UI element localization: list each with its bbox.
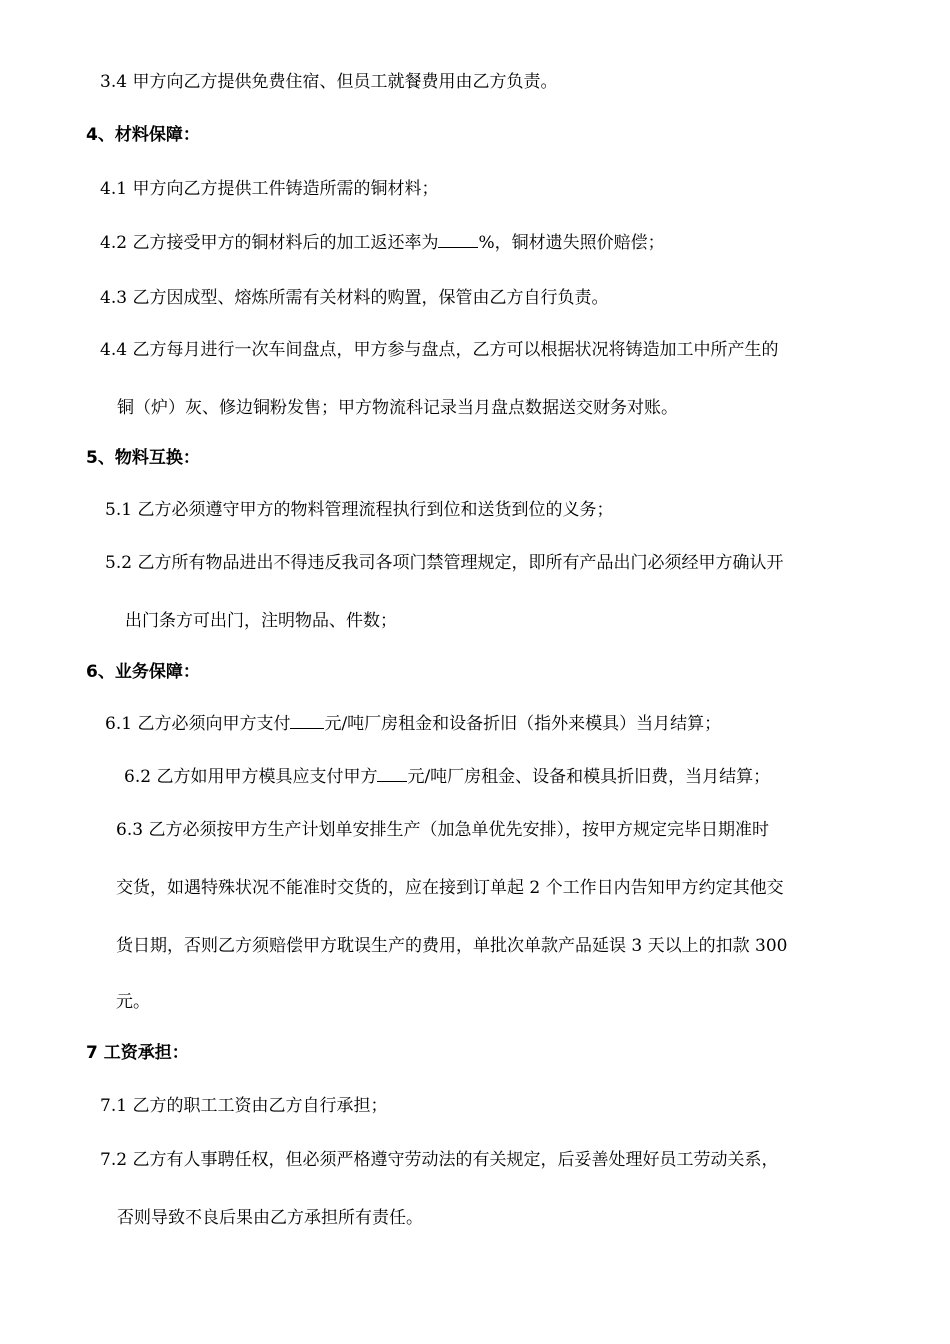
- section-heading-6: 6、业务保障：: [86, 662, 200, 682]
- clause-4-2: [100, 231, 665, 255]
- clause-6-3-line-3: 货日期，否则乙方须赔偿甲方耽误生产的费用，单批次单款产品延误 3 天以上的扣款 300: [116, 936, 788, 956]
- section-heading-5: 5、物料互换：: [86, 448, 200, 468]
- clause-7-1: 7.1 乙方的职工工资由乙方自行承担；: [100, 1096, 388, 1116]
- clause-6-1-text-end: 元/吨厂房租金和设备折旧（指外来模具）当月结算；: [324, 714, 722, 734]
- clause-6-1: [105, 712, 721, 736]
- fill-in-blank: [290, 712, 324, 729]
- fill-in-blank: [438, 231, 478, 248]
- clause-4-4-line-1: 4.4 乙方每月进行一次车间盘点，甲方参与盘点，乙方可以根据状况将铸造加工中所产生的: [100, 340, 779, 360]
- clause-6-3-line-2: 交货，如遇特殊状况不能准时交货的，应在接到订单起 2 个工作日内告知甲方约定其他交: [116, 878, 784, 898]
- clause-6-3-line-1: 6.3 乙方必须按甲方生产计划单安排生产（加急单优先安排），按甲方规定完毕日期准时: [116, 820, 769, 840]
- clause-4-2-text-end: %，铜材遗失照价赔偿；: [478, 233, 665, 253]
- clause-6-3-line-4: 元。: [116, 992, 150, 1012]
- clause-7-2-line-1: 7.2 乙方有人事聘任权，但必须严格遵守劳动法的有关规定，后妥善处理好员工劳动关系，: [100, 1150, 779, 1170]
- clause-5-1: 5.1 乙方必须遵守甲方的物料管理流程执行到位和送货到位的义务；: [105, 500, 614, 520]
- clause-3-4: 3.4 甲方向乙方提供免费住宿、但员工就餐费用由乙方负责。: [100, 72, 558, 92]
- clause-6-2-text-end: 元/吨厂房租金、设备和模具折旧费，当月结算；: [407, 767, 771, 787]
- fill-in-blank: [377, 765, 407, 782]
- clause-6-2-text-start: 6.2 乙方如用甲方模具应支付甲方: [124, 767, 378, 787]
- clause-4-3: 4.3 乙方因成型、熔炼所需有关材料的购置，保管由乙方自行负责。: [100, 288, 609, 308]
- clause-7-2-line-2: 否则导致不良后果由乙方承担所有责任。: [117, 1208, 423, 1228]
- clause-4-1: 4.1 甲方向乙方提供工件铸造所需的铜材料；: [100, 179, 439, 199]
- clause-6-1-text-start: 6.1 乙方必须向甲方支付: [105, 714, 291, 734]
- clause-5-2-line-1: 5.2 乙方所有物品进出不得违反我司各项门禁管理规定，即所有产品出门必须经甲方确认开: [105, 553, 784, 573]
- clause-4-2-text-start: 4.2 乙方接受甲方的铜材料后的加工返还率为: [100, 233, 439, 253]
- section-heading-7: 7 工资承担：: [86, 1043, 189, 1063]
- clause-6-2: [124, 765, 770, 789]
- clause-4-4-line-2: 铜（炉）灰、修边铜粉发售；甲方物流科记录当月盘点数据送交财务对账。: [117, 398, 678, 418]
- section-heading-4: 4、材料保障：: [86, 125, 200, 145]
- clause-5-2-line-2: 出门条方可出门，注明物品、件数；: [125, 611, 397, 631]
